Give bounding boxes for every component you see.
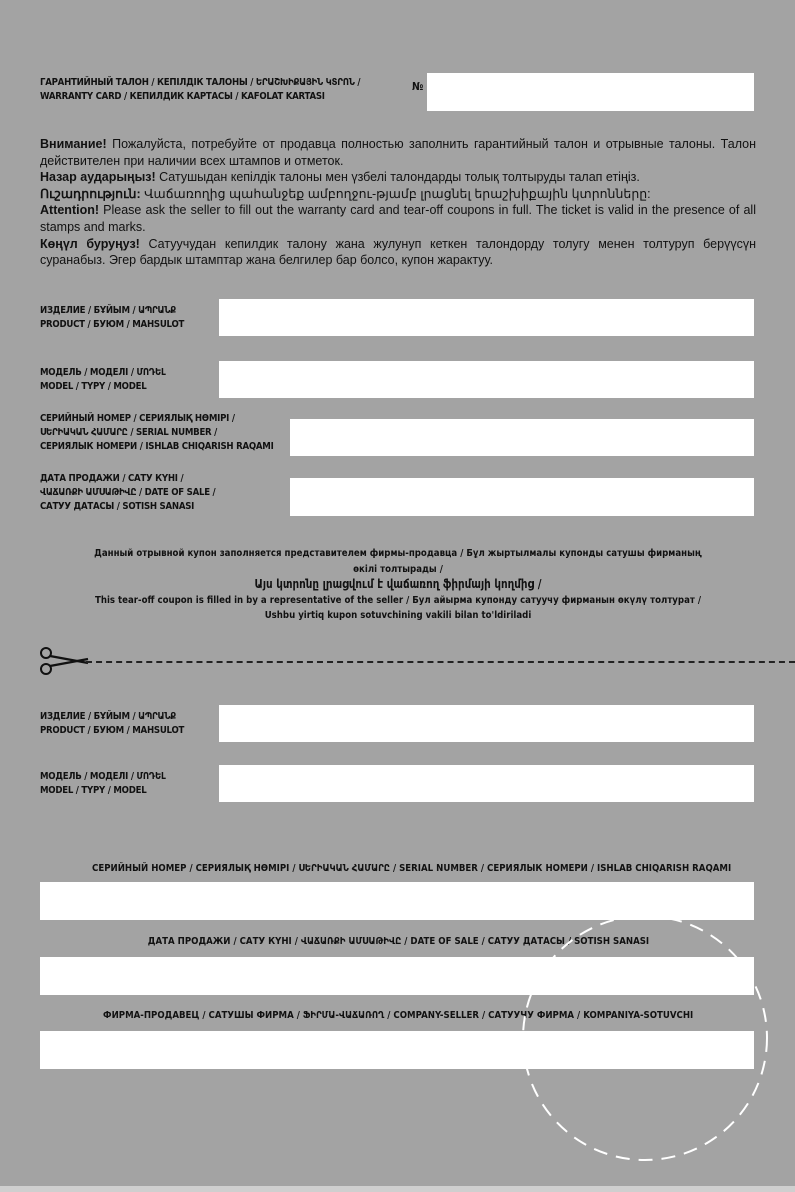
notice-am-text: Վաճառողից պահանջեք ամբողջու-թյամբ լրացնել երաշխիքային կտրոնները: — [140, 186, 651, 201]
notice-am-head: Ուշադրություն: — [40, 186, 141, 201]
serial-label-line-3: СЕРИЯЛЫК НОМЕРИ / ISHLAB CHIQARISH RAQAMI — [40, 441, 274, 452]
date-field[interactable] — [290, 478, 754, 516]
serial-field[interactable] — [290, 419, 754, 456]
warranty-card-title — [40, 76, 360, 104]
product-field[interactable] — [219, 299, 754, 336]
number-sign: № — [412, 80, 424, 93]
seller-note-line-3: This tear-off coupon is filled in by a representative of the seller / Бул айырма купонду сатуучу фирманын өкүлү толтурат / — [94, 594, 702, 606]
coupon-product-label-line-2: PRODUCT / БУЮМ / MAHSULOT — [40, 725, 185, 736]
model-label-line-1: МОДЕЛЬ / МОДЕЛІ / ՄՈԴԵԼ — [40, 367, 166, 378]
cut-line — [86, 661, 795, 663]
title-line-1: ГАРАНТИЙНЫЙ ТАЛОН / КЕПІЛДІК ТАЛОНЫ / ԵՐԱՇԽԻՔԱՅԻՆ ԿՏՐՈՆ / — [40, 77, 361, 88]
coupon-product-label-line-1: ИЗДЕЛИЕ / БҰЙЫМ / ԱՊՐԱՆՔ — [40, 711, 176, 722]
notice-block — [40, 136, 756, 269]
coupon-model-label-line-1: МОДЕЛЬ / МОДЕЛІ / ՄՈԴԵԼ — [40, 771, 166, 782]
date-label-line-3: САТУУ ДАТАСЫ / SOTISH SANASI — [40, 501, 195, 512]
coupon-seller-caption-text: ФИРМА-ПРОДАВЕЦ / САТУШЫ ФИРМА / ՖԻՐՄԱ-ՎԱՃԱՌՈՂ / COMPANY-SELLER / САТУУЧУ ФИРМА / KOMPANIYA-SOTUVCHI — [102, 1010, 694, 1021]
serial-label-line-2: ՍԵՐԻԱԿԱՆ ՀԱՄԱՐԸ / SERIAL NUMBER / — [40, 427, 218, 438]
coupon-model-label-line-2: MODEL / TYPY / MODEL — [40, 785, 147, 796]
notice-ru-text: Пожалуйста, потребуйте от продавца полностью заполнить гарантийный талон и отрывные талоны. Талон действителен при наличии всех штампов и отметок. — [40, 137, 756, 168]
date-label — [40, 472, 215, 514]
seller-note-line-2: Այս կտրոնը լրացվում է վաճառող ֆիրմայի կողմից / — [254, 577, 542, 591]
warranty-number-field[interactable] — [427, 73, 754, 111]
model-label-line-2: MODEL / TYPY / MODEL — [40, 381, 147, 392]
model-label — [40, 366, 166, 394]
product-label-line-2: PRODUCT / БУЮМ / MAHSULOT — [40, 319, 185, 330]
model-field[interactable] — [219, 361, 754, 398]
title-line-2: WARRANTY CARD / КЕПИЛДИК КАРТАСЫ / KAFOLAT KARTASI — [40, 91, 325, 102]
coupon-date-caption-text: ДАТА ПРОДАЖИ / САТУ КҮНІ / ՎԱՃԱՌՔԻ ԱՄՍԱԹԻՎԸ / DATE OF SALE / САТУУ ДАТАСЫ / SOTISH SANASI — [147, 936, 649, 947]
serial-label-line-1: СЕРИЙНЫЙ НОМЕР / СЕРИЯЛЫҚ НӨМІРІ / — [40, 413, 235, 424]
seller-note — [40, 546, 756, 624]
date-label-line-1: ДАТА ПРОДАЖИ / САТУ КҮНІ / — [40, 473, 184, 484]
notice-kz-head: Назар аударыңыз! — [40, 170, 156, 185]
seller-note-line-1: Данный отрывной купон заполняется представителем фирмы-продавца / Бұл жыртылмалы купонды сатушы фирманың өкілі толтырады / — [94, 548, 702, 575]
stamp-circle-icon — [515, 908, 775, 1168]
coupon-serial-caption — [40, 863, 756, 874]
coupon-model-field[interactable] — [219, 765, 754, 802]
product-label-line-1: ИЗДЕЛИЕ / БҰЙЫМ / ԱՊՐԱՆՔ — [40, 305, 176, 316]
bottom-edge — [0, 1186, 795, 1192]
product-label — [40, 304, 184, 332]
notice-kg-head: Көңүл буруңуз! — [40, 236, 140, 251]
notice-kz-text: Сатушыдан кепілдік талоны мен үзбелі талондарды толық толтыруды талап етіңіз. — [155, 170, 640, 185]
notice-ru-head: Внимание! — [40, 137, 107, 151]
coupon-product-field[interactable] — [219, 705, 754, 742]
coupon-serial-caption-text: СЕРИЙНЫЙ НОМЕР / СЕРИЯЛЫҚ НӨМІРІ / ՍԵՐԻԱԿԱՆ ՀԱՄԱՐԸ / SERIAL NUMBER / СЕРИЯЛЫК НОМЕРИ / ISHLAB CHIQARISH RAQAMI — [92, 863, 732, 874]
scissors-icon — [38, 646, 90, 676]
serial-label — [40, 412, 274, 454]
notice-en-text: Please ask the seller to fill out the warranty card and tear-off coupons in full. The ticket is valid in the presence of all stamps and marks. — [40, 203, 756, 234]
notice-en-head: Attention! — [40, 203, 100, 218]
date-label-line-2: ՎԱՃԱՌՔԻ ԱՄՍԱԹԻՎԸ / DATE OF SALE / — [40, 487, 216, 498]
coupon-model-label — [40, 770, 166, 798]
notice-kg-text: Сатуучудан кепилдик талону жана жулунуп кеткен талондорду толугу менен толтуруп берүүсүн суранабыз. Эгер бардык штамптар жана белгилер бар болсо, купон жарактуу. — [40, 236, 756, 268]
seller-note-line-4: Ushbu yirtiq kupon sotuvchining vakili bilan to'ldiriladi — [264, 610, 532, 621]
coupon-product-label — [40, 710, 184, 738]
